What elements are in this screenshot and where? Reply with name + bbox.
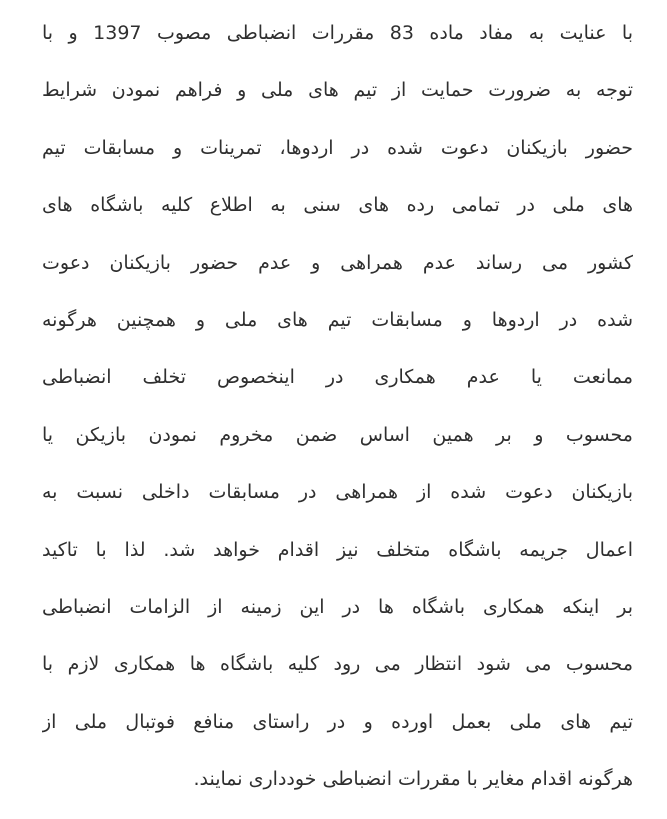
text-line: تیم های ملی بعمل اورده و در راستای منافع فوتبال ملی از [42,710,633,733]
text-line: های ملی در تمامی رده های سنی به اطلاع کلیه باشگاه های [42,194,633,217]
text-line: توجه به ضرورت حمایت از تیم های ملی و فراهم نمودن شرایط [42,79,633,102]
text-line: اعمال جریمه باشگاه متخلف نیز اقدام خواهد شد. لذا با تاکید [42,538,633,561]
text-line: محسوب می شود انتظار می رود کلیه باشگاه ها همکاری لازم با [42,653,633,676]
text-line: بر اینکه همکاری باشگاه ها در این زمینه از الزامات انضباطی [42,595,633,618]
text-line: شده در اردوها و مسابقات تیم های ملی و همچنین هرگونه [42,308,633,331]
text-line: بازیکنان دعوت شده از همراهی در مسابقات داخلی نسبت به [42,481,633,504]
text-line: کشور می رساند عدم همراهی و عدم حضور بازیکنان دعوت [42,251,633,274]
text-line: حضور بازیکنان دعوت شده در اردوها، تمرینات و مسابقات تیم [42,136,633,159]
text-line: ممانعت یا عدم همکاری در اینخصوص تخلف انضباطی [42,366,633,389]
text-line: با عنایت به مفاد ماده 83 مقررات انضباطی مصوب 1397 و با [42,22,633,44]
text-line: هرگونه اقدام مغایر با مقررات انضباطی خودداری نمایند. [193,768,633,791]
text-line: محسوب و بر همین اساس ضمن مخروم نمودن بازیکن یا [42,423,633,446]
